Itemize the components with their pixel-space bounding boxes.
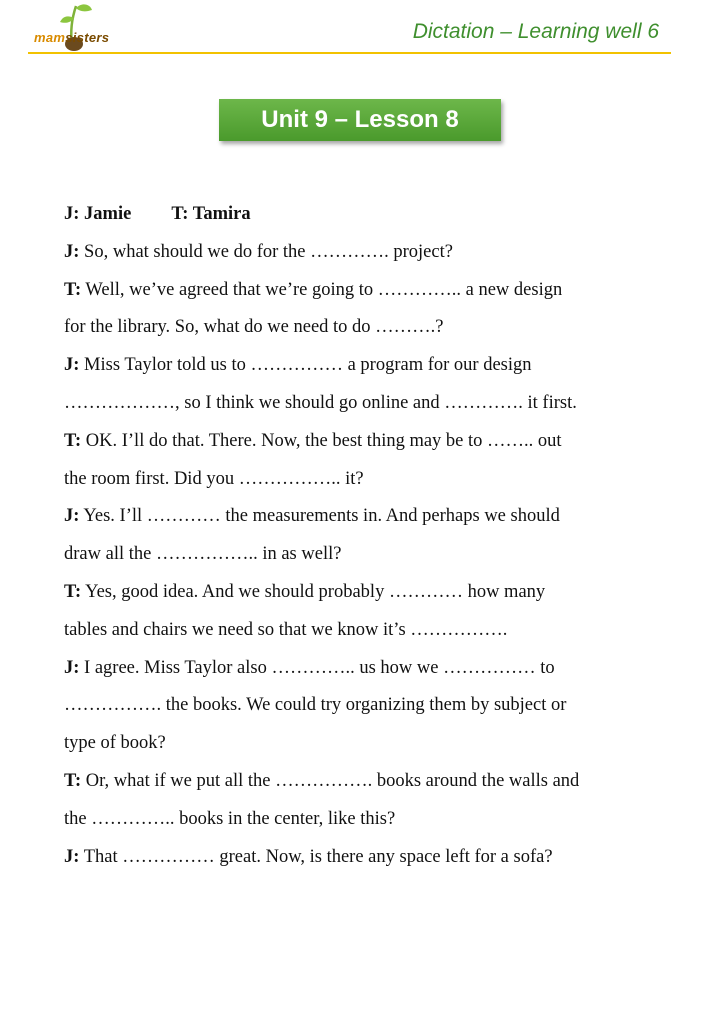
line-text: the room first. Did you …………….. it? bbox=[64, 468, 364, 489]
header-title: Dictation – Learning well 6 bbox=[412, 20, 659, 43]
cast-tamira: T: Tamira bbox=[171, 204, 251, 224]
speaker-label: J: bbox=[64, 355, 80, 376]
unit-badge: Unit 9 – Lesson 8 bbox=[219, 99, 501, 141]
speaker-label: J: bbox=[64, 506, 80, 527]
cast-line bbox=[64, 196, 664, 234]
line-text: I agree. Miss Taylor also ………….. us how we …………… to bbox=[79, 657, 555, 678]
cast-jamie: J: Jamie bbox=[64, 204, 132, 224]
dialogue-lines bbox=[64, 234, 664, 877]
dialogue-line bbox=[64, 423, 664, 461]
line-text: ……………. the books. We could try organizing them by subject or bbox=[64, 695, 567, 716]
line-text: Well, we’ve agreed that we’re going to ………….. a new design bbox=[81, 279, 563, 300]
dialogue-line bbox=[64, 234, 664, 272]
speaker-label: T: bbox=[64, 581, 82, 602]
logo-text: mamsisters bbox=[34, 30, 110, 45]
line-text: OK. I’ll do that. There. Now, the best thing may be to …….. out bbox=[81, 430, 562, 451]
line-text: type of book? bbox=[64, 733, 166, 754]
line-text: ………………, so I think we should go online and …………. it first. bbox=[64, 392, 577, 413]
dialogue-line bbox=[64, 801, 664, 839]
dialogue-line bbox=[64, 385, 664, 423]
speaker-label: J: bbox=[64, 657, 80, 678]
dialogue-line bbox=[64, 612, 664, 650]
dialogue-line bbox=[64, 309, 664, 347]
line-text: the ………….. books in the center, like this? bbox=[64, 808, 396, 829]
dialogue-line bbox=[64, 461, 664, 499]
speaker-label: J: bbox=[64, 846, 80, 867]
line-text: That …………… great. Now, is there any space left for a sofa? bbox=[79, 846, 553, 867]
dialogue-line bbox=[64, 725, 664, 763]
line-text: Yes. I’ll ………… the measurements in. And perhaps we should bbox=[79, 506, 560, 527]
line-text: Yes, good idea. And we should probably ………… how many bbox=[81, 581, 546, 602]
line-text: So, what should we do for the …………. project? bbox=[79, 241, 453, 262]
line-text: tables and chairs we need so that we know it’s ……………. bbox=[64, 619, 508, 640]
speaker-label: T: bbox=[64, 770, 82, 791]
line-text: draw all the …………….. in as well? bbox=[64, 544, 342, 565]
dialogue-line bbox=[64, 272, 664, 310]
dialogue-line bbox=[64, 763, 664, 801]
dialogue-line bbox=[64, 536, 664, 574]
speaker-label: J: bbox=[64, 241, 80, 262]
speaker-label: T: bbox=[64, 430, 82, 451]
dialogue bbox=[64, 196, 664, 876]
dialogue-line bbox=[64, 687, 664, 725]
dialogue-line bbox=[64, 650, 664, 688]
logo bbox=[30, 0, 125, 52]
speaker-label: T: bbox=[64, 279, 82, 300]
dialogue-line bbox=[64, 498, 664, 536]
line-text: for the library. So, what do we need to do ……….? bbox=[64, 317, 444, 338]
line-text: Or, what if we put all the ……………. books around the walls and bbox=[81, 770, 580, 791]
line-text: Miss Taylor told us to …………… a program for our design bbox=[79, 355, 532, 376]
dialogue-line bbox=[64, 839, 664, 877]
dialogue-line bbox=[64, 347, 664, 385]
dialogue-line bbox=[64, 574, 664, 612]
header-divider bbox=[28, 52, 671, 54]
